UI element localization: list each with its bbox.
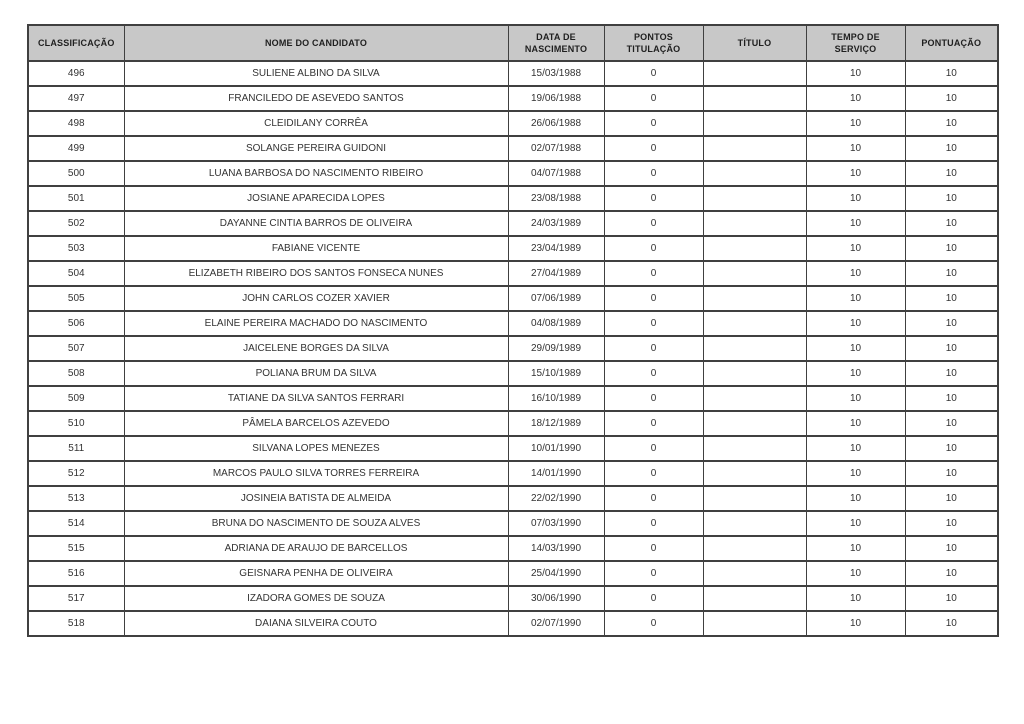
cell-pontos_titulacao: 0 (604, 486, 703, 511)
cell-tempo_servico: 10 (806, 361, 905, 386)
cell-classificacao: 505 (28, 286, 124, 311)
cell-pontuacao: 10 (905, 261, 998, 286)
cell-nome: MARCOS PAULO SILVA TORRES FERREIRA (124, 461, 508, 486)
cell-tempo_servico: 10 (806, 411, 905, 436)
cell-data_nascimento: 16/10/1989 (508, 386, 604, 411)
cell-pontuacao: 10 (905, 86, 998, 111)
table-row (28, 211, 998, 236)
cell-nome: JOHN CARLOS COZER XAVIER (124, 286, 508, 311)
cell-nome: BRUNA DO NASCIMENTO DE SOUZA ALVES (124, 511, 508, 536)
table-row (28, 586, 998, 611)
cell-tempo_servico: 10 (806, 86, 905, 111)
cell-data_nascimento: 04/08/1989 (508, 311, 604, 336)
cell-nome: JOSINEIA BATISTA DE ALMEIDA (124, 486, 508, 511)
header-classificacao: CLASSIFICAÇÃO (28, 25, 124, 61)
cell-classificacao: 498 (28, 111, 124, 136)
cell-nome: DAIANA SILVEIRA COUTO (124, 611, 508, 636)
table-row (28, 286, 998, 311)
header-data-nascimento: DATA DE NASCIMENTO (508, 25, 604, 61)
cell-pontuacao: 10 (905, 536, 998, 561)
cell-nome: TATIANE DA SILVA SANTOS FERRARI (124, 386, 508, 411)
cell-titulo (703, 436, 806, 461)
cell-classificacao: 514 (28, 511, 124, 536)
table-row (28, 161, 998, 186)
table-row (28, 511, 998, 536)
table-row (28, 386, 998, 411)
cell-data_nascimento: 07/03/1990 (508, 511, 604, 536)
cell-pontuacao: 10 (905, 611, 998, 636)
cell-pontuacao: 10 (905, 461, 998, 486)
cell-pontuacao: 10 (905, 161, 998, 186)
cell-data_nascimento: 24/03/1989 (508, 211, 604, 236)
cell-tempo_servico: 10 (806, 561, 905, 586)
table-row (28, 236, 998, 261)
cell-pontos_titulacao: 0 (604, 411, 703, 436)
cell-tempo_servico: 10 (806, 286, 905, 311)
cell-tempo_servico: 10 (806, 461, 905, 486)
cell-classificacao: 508 (28, 361, 124, 386)
cell-tempo_servico: 10 (806, 436, 905, 461)
cell-tempo_servico: 10 (806, 486, 905, 511)
cell-nome: PÂMELA BARCELOS AZEVEDO (124, 411, 508, 436)
header-row (28, 25, 998, 61)
cell-titulo (703, 211, 806, 236)
cell-pontos_titulacao: 0 (604, 436, 703, 461)
header-pontuacao: PONTUAÇÃO (905, 25, 998, 61)
cell-data_nascimento: 02/07/1988 (508, 136, 604, 161)
cell-pontuacao: 10 (905, 311, 998, 336)
table-row (28, 336, 998, 361)
cell-data_nascimento: 29/09/1989 (508, 336, 604, 361)
cell-pontos_titulacao: 0 (604, 286, 703, 311)
cell-pontos_titulacao: 0 (604, 111, 703, 136)
cell-pontuacao: 10 (905, 186, 998, 211)
cell-data_nascimento: 23/04/1989 (508, 236, 604, 261)
cell-nome: SOLANGE PEREIRA GUIDONI (124, 136, 508, 161)
cell-titulo (703, 286, 806, 311)
cell-tempo_servico: 10 (806, 336, 905, 361)
cell-nome: JAICELENE BORGES DA SILVA (124, 336, 508, 361)
cell-nome: SULIENE ALBINO DA SILVA (124, 61, 508, 86)
cell-classificacao: 516 (28, 561, 124, 586)
table-row (28, 411, 998, 436)
table-row (28, 311, 998, 336)
cell-nome: LUANA BARBOSA DO NASCIMENTO RIBEIRO (124, 161, 508, 186)
cell-tempo_servico: 10 (806, 386, 905, 411)
cell-pontos_titulacao: 0 (604, 261, 703, 286)
cell-pontuacao: 10 (905, 411, 998, 436)
cell-tempo_servico: 10 (806, 586, 905, 611)
cell-tempo_servico: 10 (806, 536, 905, 561)
cell-pontos_titulacao: 0 (604, 461, 703, 486)
cell-pontos_titulacao: 0 (604, 336, 703, 361)
cell-pontos_titulacao: 0 (604, 86, 703, 111)
table-row (28, 486, 998, 511)
cell-pontuacao: 10 (905, 236, 998, 261)
cell-nome: JOSIANE APARECIDA LOPES (124, 186, 508, 211)
cell-pontos_titulacao: 0 (604, 386, 703, 411)
table-row (28, 461, 998, 486)
cell-tempo_servico: 10 (806, 61, 905, 86)
cell-titulo (703, 511, 806, 536)
table-row (28, 361, 998, 386)
cell-data_nascimento: 10/01/1990 (508, 436, 604, 461)
cell-nome: FRANCILEDO DE ASEVEDO SANTOS (124, 86, 508, 111)
table-row (28, 261, 998, 286)
cell-pontuacao: 10 (905, 211, 998, 236)
cell-titulo (703, 536, 806, 561)
cell-pontuacao: 10 (905, 336, 998, 361)
cell-nome: ELAINE PEREIRA MACHADO DO NASCIMENTO (124, 311, 508, 336)
cell-data_nascimento: 02/07/1990 (508, 611, 604, 636)
cell-nome: ADRIANA DE ARAUJO DE BARCELLOS (124, 536, 508, 561)
cell-nome: POLIANA BRUM DA SILVA (124, 361, 508, 386)
cell-pontuacao: 10 (905, 561, 998, 586)
cell-titulo (703, 561, 806, 586)
cell-titulo (703, 61, 806, 86)
cell-titulo (703, 336, 806, 361)
candidates-ranking-table (27, 24, 999, 637)
cell-nome: FABIANE VICENTE (124, 236, 508, 261)
cell-pontuacao: 10 (905, 386, 998, 411)
cell-titulo (703, 161, 806, 186)
cell-tempo_servico: 10 (806, 161, 905, 186)
cell-pontuacao: 10 (905, 111, 998, 136)
cell-classificacao: 518 (28, 611, 124, 636)
header-pontos-titulacao: PONTOS TITULAÇÃO (604, 25, 703, 61)
cell-classificacao: 513 (28, 486, 124, 511)
cell-titulo (703, 86, 806, 111)
cell-data_nascimento: 26/06/1988 (508, 111, 604, 136)
cell-pontos_titulacao: 0 (604, 161, 703, 186)
cell-tempo_servico: 10 (806, 136, 905, 161)
cell-classificacao: 502 (28, 211, 124, 236)
cell-pontos_titulacao: 0 (604, 311, 703, 336)
cell-nome: ELIZABETH RIBEIRO DOS SANTOS FONSECA NUNES (124, 261, 508, 286)
cell-titulo (703, 236, 806, 261)
cell-classificacao: 503 (28, 236, 124, 261)
table-row (28, 611, 998, 636)
cell-pontos_titulacao: 0 (604, 561, 703, 586)
cell-nome: CLEIDILANY CORRÊA (124, 111, 508, 136)
cell-titulo (703, 186, 806, 211)
cell-data_nascimento: 23/08/1988 (508, 186, 604, 211)
cell-data_nascimento: 15/03/1988 (508, 61, 604, 86)
cell-titulo (703, 611, 806, 636)
table-body (28, 61, 998, 636)
cell-data_nascimento: 22/02/1990 (508, 486, 604, 511)
cell-classificacao: 500 (28, 161, 124, 186)
cell-tempo_servico: 10 (806, 311, 905, 336)
cell-pontos_titulacao: 0 (604, 361, 703, 386)
table-row (28, 436, 998, 461)
table-row (28, 86, 998, 111)
cell-data_nascimento: 15/10/1989 (508, 361, 604, 386)
cell-data_nascimento: 30/06/1990 (508, 586, 604, 611)
header-nome-candidato: NOME DO CANDIDATO (124, 25, 508, 61)
cell-data_nascimento: 18/12/1989 (508, 411, 604, 436)
cell-pontos_titulacao: 0 (604, 611, 703, 636)
cell-pontuacao: 10 (905, 136, 998, 161)
cell-titulo (703, 261, 806, 286)
cell-nome: DAYANNE CINTIA BARROS DE OLIVEIRA (124, 211, 508, 236)
cell-classificacao: 496 (28, 61, 124, 86)
cell-titulo (703, 411, 806, 436)
cell-data_nascimento: 19/06/1988 (508, 86, 604, 111)
cell-titulo (703, 386, 806, 411)
table-row (28, 111, 998, 136)
cell-titulo (703, 586, 806, 611)
cell-tempo_servico: 10 (806, 111, 905, 136)
cell-pontos_titulacao: 0 (604, 586, 703, 611)
cell-data_nascimento: 04/07/1988 (508, 161, 604, 186)
cell-pontuacao: 10 (905, 586, 998, 611)
cell-pontos_titulacao: 0 (604, 236, 703, 261)
cell-titulo (703, 486, 806, 511)
table-row (28, 61, 998, 86)
cell-pontuacao: 10 (905, 486, 998, 511)
header-tempo-servico: TEMPO DE SERVIÇO (806, 25, 905, 61)
cell-nome: GEISNARA PENHA DE OLIVEIRA (124, 561, 508, 586)
cell-titulo (703, 461, 806, 486)
cell-pontuacao: 10 (905, 511, 998, 536)
cell-titulo (703, 111, 806, 136)
cell-tempo_servico: 10 (806, 511, 905, 536)
table-row (28, 561, 998, 586)
cell-pontos_titulacao: 0 (604, 186, 703, 211)
cell-pontuacao: 10 (905, 436, 998, 461)
cell-data_nascimento: 14/01/1990 (508, 461, 604, 486)
cell-classificacao: 509 (28, 386, 124, 411)
cell-pontos_titulacao: 0 (604, 211, 703, 236)
cell-data_nascimento: 14/03/1990 (508, 536, 604, 561)
table-row (28, 136, 998, 161)
cell-classificacao: 501 (28, 186, 124, 211)
cell-tempo_servico: 10 (806, 186, 905, 211)
cell-classificacao: 506 (28, 311, 124, 336)
cell-titulo (703, 361, 806, 386)
cell-pontos_titulacao: 0 (604, 61, 703, 86)
cell-tempo_servico: 10 (806, 611, 905, 636)
cell-nome: IZADORA GOMES DE SOUZA (124, 586, 508, 611)
header-titulo: TÍTULO (703, 25, 806, 61)
cell-pontos_titulacao: 0 (604, 136, 703, 161)
cell-classificacao: 499 (28, 136, 124, 161)
cell-pontuacao: 10 (905, 361, 998, 386)
cell-pontos_titulacao: 0 (604, 511, 703, 536)
cell-classificacao: 497 (28, 86, 124, 111)
cell-classificacao: 504 (28, 261, 124, 286)
cell-classificacao: 517 (28, 586, 124, 611)
table-header (28, 25, 998, 61)
cell-pontuacao: 10 (905, 61, 998, 86)
cell-titulo (703, 311, 806, 336)
cell-tempo_servico: 10 (806, 261, 905, 286)
cell-data_nascimento: 25/04/1990 (508, 561, 604, 586)
table-row (28, 536, 998, 561)
cell-pontuacao: 10 (905, 286, 998, 311)
cell-classificacao: 511 (28, 436, 124, 461)
cell-tempo_servico: 10 (806, 211, 905, 236)
cell-data_nascimento: 07/06/1989 (508, 286, 604, 311)
table-row (28, 186, 998, 211)
cell-classificacao: 512 (28, 461, 124, 486)
cell-nome: SILVANA LOPES MENEZES (124, 436, 508, 461)
cell-data_nascimento: 27/04/1989 (508, 261, 604, 286)
cell-classificacao: 507 (28, 336, 124, 361)
cell-classificacao: 515 (28, 536, 124, 561)
cell-classificacao: 510 (28, 411, 124, 436)
cell-pontos_titulacao: 0 (604, 536, 703, 561)
cell-tempo_servico: 10 (806, 236, 905, 261)
cell-titulo (703, 136, 806, 161)
